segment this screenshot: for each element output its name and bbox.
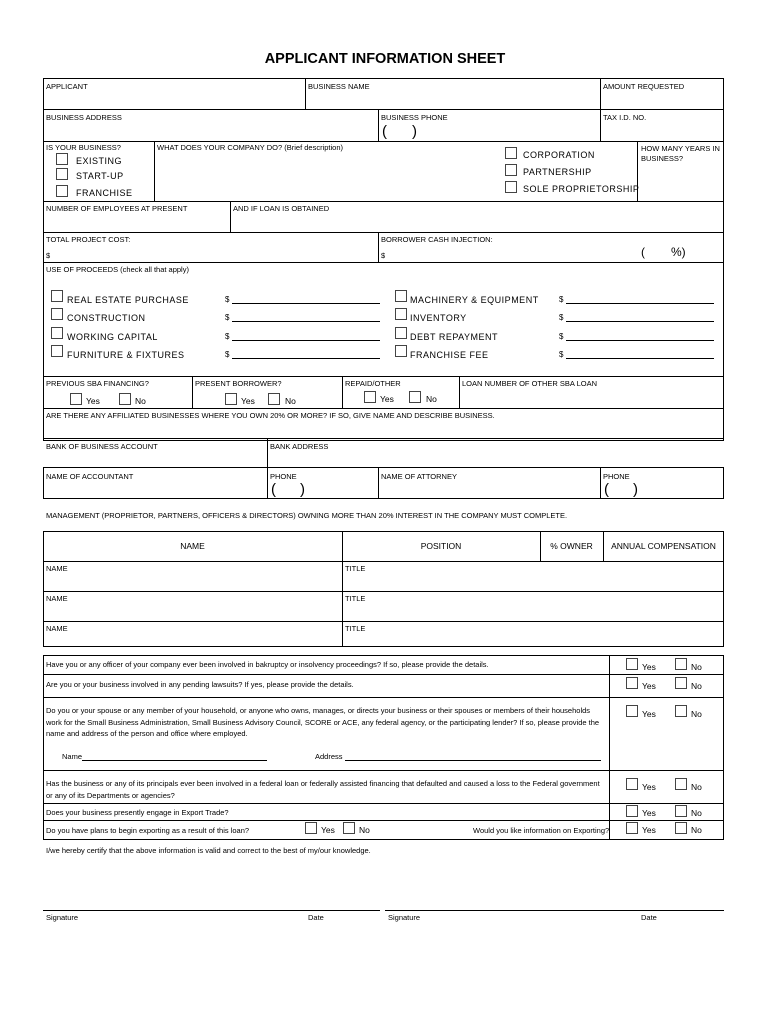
inventory-label: INVENTORY xyxy=(410,313,467,323)
bank-address-label: BANK ADDRESS xyxy=(270,442,329,451)
phone-paren: ) xyxy=(633,481,638,498)
signature-line-1[interactable] xyxy=(43,910,380,911)
employee-name-field[interactable] xyxy=(82,760,267,761)
divider xyxy=(378,232,379,262)
dollar-sign: $ xyxy=(559,332,564,341)
partnership-label: PARTNERSHIP xyxy=(523,167,592,177)
repaid-other-label: REPAID/OTHER xyxy=(345,379,401,388)
amount-requested-label: AMOUNT REQUESTED xyxy=(603,82,685,91)
present-borrower-no-checkbox[interactable] xyxy=(268,393,280,405)
divider xyxy=(43,803,724,804)
previous-sba-no-checkbox[interactable] xyxy=(119,393,131,405)
repaid-yes-checkbox[interactable] xyxy=(364,391,376,403)
employee-address-label: Address xyxy=(315,752,343,761)
divider xyxy=(43,674,724,675)
header-position: POSITION xyxy=(420,541,462,551)
date-label-1: Date xyxy=(308,913,324,922)
present-borrower-label: PRESENT BORROWER? xyxy=(195,379,282,388)
furniture-label: FURNITURE & FIXTURES xyxy=(67,350,185,360)
divider xyxy=(609,655,610,840)
divider xyxy=(378,467,379,499)
sba-employment-yes-checkbox[interactable] xyxy=(626,705,638,717)
franchise-label: FRANCHISE xyxy=(76,188,133,198)
franchise-fee-label: FRANCHISE FEE xyxy=(410,350,489,360)
sole-proprietorship-label: SOLE PROPRIETORSHIP xyxy=(523,184,640,194)
working-capital-amount[interactable] xyxy=(232,340,380,341)
existing-checkbox[interactable] xyxy=(56,153,68,165)
construction-checkbox[interactable] xyxy=(51,308,63,320)
total-project-cost-label: TOTAL PROJECT COST: xyxy=(46,235,131,244)
divider xyxy=(43,621,724,622)
export-plans-yes-checkbox[interactable] xyxy=(305,822,317,834)
lawsuits-yes-checkbox[interactable] xyxy=(626,677,638,689)
business-address-label: BUSINESS ADDRESS xyxy=(46,113,122,122)
use-of-proceeds-label: USE OF PROCEEDS (check all that apply) xyxy=(46,265,189,274)
project-cost-dollar: $ xyxy=(46,251,51,260)
divider xyxy=(43,561,724,562)
inventory-amount[interactable] xyxy=(566,321,714,322)
yes-label: Yes xyxy=(642,825,656,835)
debt-repayment-checkbox[interactable] xyxy=(395,327,407,339)
export-info-yes-checkbox[interactable] xyxy=(626,822,638,834)
no-label: No xyxy=(691,709,702,719)
header-compensation: ANNUAL COMPENSATION xyxy=(611,541,716,551)
table-row-title: TITLE xyxy=(345,624,366,633)
divider xyxy=(230,201,231,232)
page-title: APPLICANT INFORMATION SHEET xyxy=(264,51,506,67)
phone-paren: ) xyxy=(300,481,305,498)
divider xyxy=(43,262,724,263)
no-label: No xyxy=(691,808,702,818)
divider xyxy=(43,697,724,698)
no-label: No xyxy=(426,394,437,404)
question-federal-loss: Has the business or any of its principals ever been involved in a federal loan or federally assisted financing that defaulted and caused a loss to the Federal government or any of its Departments or agencies? xyxy=(46,779,600,800)
previous-sba-label: PREVIOUS SBA FINANCING? xyxy=(46,379,149,388)
question-sba-employment: Do you or your spouse or any member of your household, or anyone who owns, manages, or directs your business or their spouses or members of their households work for the Small Business Administration, Small Business Advisory Council, SCORE or ACE, any federal agency, or the participating lender? If so, please provide the name and address of the person and office where employed. xyxy=(46,706,600,738)
federal-loss-no-checkbox[interactable] xyxy=(675,778,687,790)
header-name: NAME xyxy=(180,541,205,551)
bankruptcy-no-checkbox[interactable] xyxy=(675,658,687,670)
previous-sba-yes-checkbox[interactable] xyxy=(70,393,82,405)
real-estate-checkbox[interactable] xyxy=(51,290,63,302)
divider xyxy=(600,78,601,109)
dollar-sign: $ xyxy=(225,332,230,341)
real-estate-label: REAL ESTATE PURCHASE xyxy=(67,295,189,305)
if-loan-obtained-label: AND IF LOAN IS OBTAINED xyxy=(233,204,330,213)
percent-open-paren: ( xyxy=(641,245,645,259)
percent-close-paren: %) xyxy=(671,245,686,259)
yes-label: Yes xyxy=(380,394,394,404)
no-label: No xyxy=(691,662,702,672)
yes-label: Yes xyxy=(86,396,100,406)
machinery-label: MACHINERY & EQUIPMENT xyxy=(410,295,539,305)
working-capital-checkbox[interactable] xyxy=(51,327,63,339)
franchise-fee-checkbox[interactable] xyxy=(395,345,407,357)
divider xyxy=(43,820,724,821)
export-trade-yes-checkbox[interactable] xyxy=(626,805,638,817)
divider xyxy=(43,232,724,233)
question-bankruptcy: Have you or any officer of your company ever been involved in bakruptcy or insolvency proceedings? If so, please provide the details. xyxy=(46,660,489,669)
no-label: No xyxy=(691,681,702,691)
divider xyxy=(43,438,724,439)
phone-label: PHONE xyxy=(270,472,297,481)
table-row-name: NAME xyxy=(46,594,68,603)
working-capital-label: WORKING CAPITAL xyxy=(67,332,158,342)
yes-label: Yes xyxy=(241,396,255,406)
divider xyxy=(600,467,601,499)
management-note: MANAGEMENT (PROPRIETOR, PARTNERS, OFFICERS & DIRECTORS) OWNING MORE THAN 20% INTEREST IN THE COMPANY MUST COMPLETE. xyxy=(46,511,568,520)
existing-label: EXISTING xyxy=(76,156,123,166)
signature-line-2[interactable] xyxy=(385,910,724,911)
divider xyxy=(459,376,460,408)
date-label-2: Date xyxy=(641,913,657,922)
phone-paren: ) xyxy=(412,123,417,140)
table-row-title: TITLE xyxy=(345,564,366,573)
start-up-checkbox[interactable] xyxy=(56,168,68,180)
repaid-no-checkbox[interactable] xyxy=(409,391,421,403)
divider xyxy=(600,109,601,141)
divider xyxy=(267,467,268,499)
divider xyxy=(43,201,724,202)
machinery-amount[interactable] xyxy=(566,303,714,304)
yes-label: Yes xyxy=(642,709,656,719)
dollar-sign: $ xyxy=(225,350,230,359)
yes-label: Yes xyxy=(642,782,656,792)
construction-label: CONSTRUCTION xyxy=(67,313,146,323)
years-in-business-label: HOW MANY YEARS IN BUSINESS? xyxy=(641,144,720,163)
borrower-cash-label: BORROWER CASH INJECTION: xyxy=(381,235,493,244)
divider xyxy=(43,109,724,110)
corporation-checkbox[interactable] xyxy=(505,147,517,159)
dollar-sign: $ xyxy=(559,313,564,322)
question-export-trade: Does your business presently engage in Export Trade? xyxy=(46,808,229,817)
sba-employment-no-checkbox[interactable] xyxy=(675,705,687,717)
divider xyxy=(192,376,193,408)
business-phone-label: BUSINESS PHONE xyxy=(381,113,448,122)
export-info-no-checkbox[interactable] xyxy=(675,822,687,834)
bank-account-label: BANK OF BUSINESS ACCOUNT xyxy=(46,442,158,451)
phone-paren: ( xyxy=(604,481,609,498)
debt-repayment-amount[interactable] xyxy=(566,340,714,341)
no-label: No xyxy=(285,396,296,406)
divider xyxy=(305,78,306,109)
franchise-checkbox[interactable] xyxy=(56,185,68,197)
tax-id-label: TAX I.D. NO. xyxy=(603,113,647,122)
attorney-label: NAME OF ATTORNEY xyxy=(381,472,457,481)
business-name-label: BUSINESS NAME xyxy=(308,82,370,91)
dollar-sign: $ xyxy=(225,313,230,322)
dollar-sign: $ xyxy=(225,295,230,304)
num-employees-label: NUMBER OF EMPLOYEES AT PRESENT xyxy=(46,204,188,213)
yes-label: Yes xyxy=(642,681,656,691)
lawsuits-no-checkbox[interactable] xyxy=(675,677,687,689)
no-label: No xyxy=(691,825,702,835)
yes-label: Yes xyxy=(642,808,656,818)
dollar-sign: $ xyxy=(559,350,564,359)
dollar-sign: $ xyxy=(559,295,564,304)
divider xyxy=(43,141,724,142)
question-export-plans: Do you have plans to begin exporting as a result of this loan? xyxy=(46,826,250,835)
partnership-checkbox[interactable] xyxy=(505,164,517,176)
is-your-business-label: IS YOUR BUSINESS? xyxy=(46,143,121,152)
divider xyxy=(43,770,724,771)
phone-paren: ( xyxy=(271,481,276,498)
furniture-checkbox[interactable] xyxy=(51,345,63,357)
signature-label-2: Signature xyxy=(388,913,421,922)
table-row-name: NAME xyxy=(46,564,68,573)
divider xyxy=(378,109,379,141)
divider xyxy=(43,408,724,409)
yes-label: Yes xyxy=(642,662,656,672)
present-borrower-yes-checkbox[interactable] xyxy=(225,393,237,405)
machinery-checkbox[interactable] xyxy=(395,290,407,302)
corporation-label: CORPORATION xyxy=(523,150,595,160)
sole-proprietorship-checkbox[interactable] xyxy=(505,181,517,193)
table-row-name: NAME xyxy=(46,624,68,633)
start-up-label: START-UP xyxy=(76,171,124,181)
accountant-label: NAME OF ACCOUNTANT xyxy=(46,472,134,481)
cash-injection-dollar: $ xyxy=(381,251,386,260)
divider xyxy=(267,438,268,468)
question-lawsuits: Are you or your business involved in any pending lawsuits? If yes, please provide the details. xyxy=(46,680,354,689)
phone2-label: PHONE xyxy=(603,472,630,481)
furniture-amount[interactable] xyxy=(232,358,380,359)
employee-name-label: Name xyxy=(62,752,83,761)
divider xyxy=(43,376,724,377)
certification-text: I/we hereby certify that the above information is valid and correct to the best of my/our knowledge. xyxy=(46,846,371,855)
employee-address-field[interactable] xyxy=(345,760,601,761)
what-company-do-label: WHAT DOES YOUR COMPANY DO? (Brief description) xyxy=(157,143,344,152)
no-label: No xyxy=(359,825,370,835)
franchise-fee-amount[interactable] xyxy=(566,358,714,359)
divider xyxy=(342,376,343,408)
phone-open-paren: ( xyxy=(382,123,387,140)
construction-amount[interactable] xyxy=(232,321,380,322)
yes-label: Yes xyxy=(321,825,335,835)
question-export-info: Would you like information on Exporting? xyxy=(473,826,610,835)
affiliated-label: ARE THERE ANY AFFILIATED BUSINESSES WHERE YOU OWN 20% OR MORE? IF SO, GIVE NAME AND DESCRIBE BUSINESS. xyxy=(46,411,495,420)
federal-loss-yes-checkbox[interactable] xyxy=(626,778,638,790)
signature-label-1: Signature xyxy=(46,913,79,922)
real-estate-amount[interactable] xyxy=(232,303,380,304)
divider xyxy=(154,141,155,201)
bankruptcy-yes-checkbox[interactable] xyxy=(626,658,638,670)
divider xyxy=(43,591,724,592)
loan-number-other-label: LOAN NUMBER OF OTHER SBA LOAN xyxy=(462,379,598,388)
debt-repayment-label: DEBT REPAYMENT xyxy=(410,332,499,342)
header-owner: % OWNER xyxy=(550,541,593,551)
no-label: No xyxy=(135,396,146,406)
inventory-checkbox[interactable] xyxy=(395,308,407,320)
no-label: No xyxy=(691,782,702,792)
table-row-title: TITLE xyxy=(345,594,366,603)
applicant-label: APPLICANT xyxy=(46,82,88,91)
export-plans-no-checkbox[interactable] xyxy=(343,822,355,834)
export-trade-no-checkbox[interactable] xyxy=(675,805,687,817)
